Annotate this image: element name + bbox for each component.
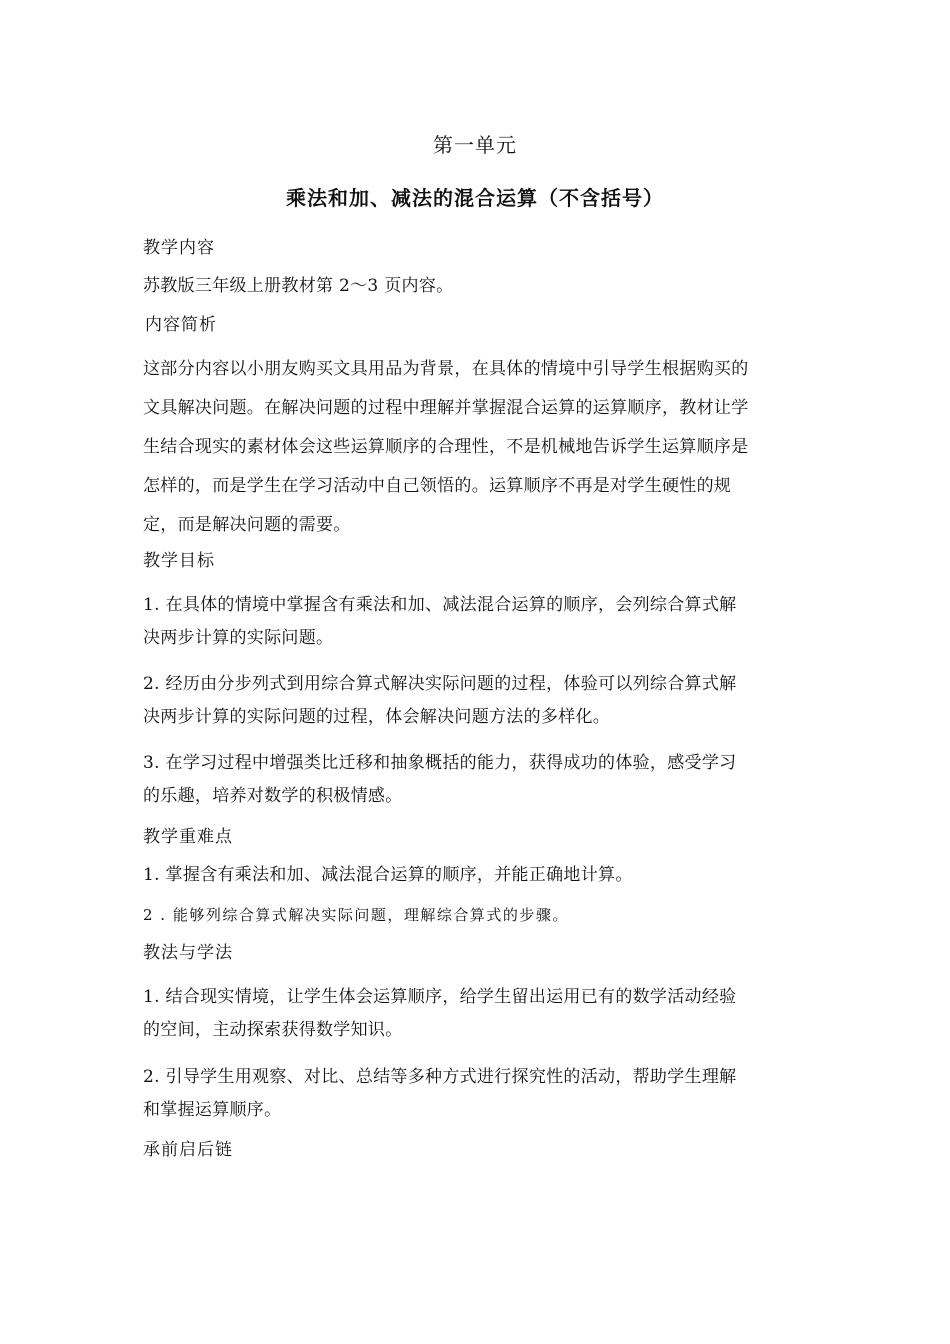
section-heading-methods: 教法与学法 (143, 943, 233, 963)
section-heading-key-points: 教学重难点 (143, 827, 233, 847)
goal-item: 2. 经历由分步列式到用综合算式解决实际问题的过程，体验可以列综合算式解 (143, 674, 737, 694)
method-item: 的空间，主动探索获得数学知识。 (143, 1020, 403, 1040)
analysis-line: 生结合现实的素材体会这些运算顺序的合理性，不是机械地告诉学生运算顺序是 (143, 437, 749, 457)
goal-item: 的乐趣，培养对数学的积极情感。 (143, 786, 403, 806)
goal-item: 3. 在学习过程中增强类比迁移和抽象概括的能力，获得成功的体验，感受学习 (143, 753, 737, 773)
section-heading-goals: 教学目标 (143, 551, 215, 571)
method-item: 2. 引导学生用观察、对比、总结等多种方式进行探究性的活动，帮助学生理解 (143, 1067, 737, 1087)
method-item: 1. 结合现实情境，让学生体会运算顺序，给学生留出运用已有的数学活动经验 (143, 987, 737, 1007)
goal-item: 决两步计算的实际问题。 (143, 628, 334, 648)
document-title: 乘法和加、减法的混合运算（不含括号） (286, 186, 664, 210)
analysis-line: 定，而是解决问题的需要。 (143, 515, 351, 535)
key-point-item: 2 . 能够列综合算式解决实际问题，理解综合算式的步骤。 (143, 906, 569, 924)
key-point-item: 1. 掌握含有乘法和加、减法混合运算的顺序，并能正确地计算。 (143, 865, 633, 885)
goal-item: 决两步计算的实际问题的过程，体会解决问题方法的多样化。 (143, 707, 611, 727)
method-item: 和掌握运算顺序。 (143, 1100, 282, 1120)
section-heading-analysis: 内容简析 (145, 315, 217, 335)
goal-item: 1. 在具体的情境中掌握含有乘法和加、减法混合运算的顺序，会列综合算式解 (143, 595, 737, 615)
analysis-line: 这部分内容以小朋友购买文具用品为背景，在具体的情境中引导学生根据购买的 (143, 359, 749, 379)
content-text: 苏教版三年级上册教材第 2～3 页内容。 (143, 276, 454, 296)
analysis-line: 怎样的，而是学生在学习活动中自己领悟的。运算顺序不再是对学生硬性的规 (143, 476, 732, 496)
analysis-line: 文具解决问题。在解决问题的过程中理解并掌握混合运算的运算顺序，教材让学 (143, 398, 749, 418)
section-heading-content: 教学内容 (143, 238, 215, 258)
unit-title: 第一单元 (433, 133, 517, 157)
section-heading-connection: 承前启后链 (143, 1140, 233, 1160)
